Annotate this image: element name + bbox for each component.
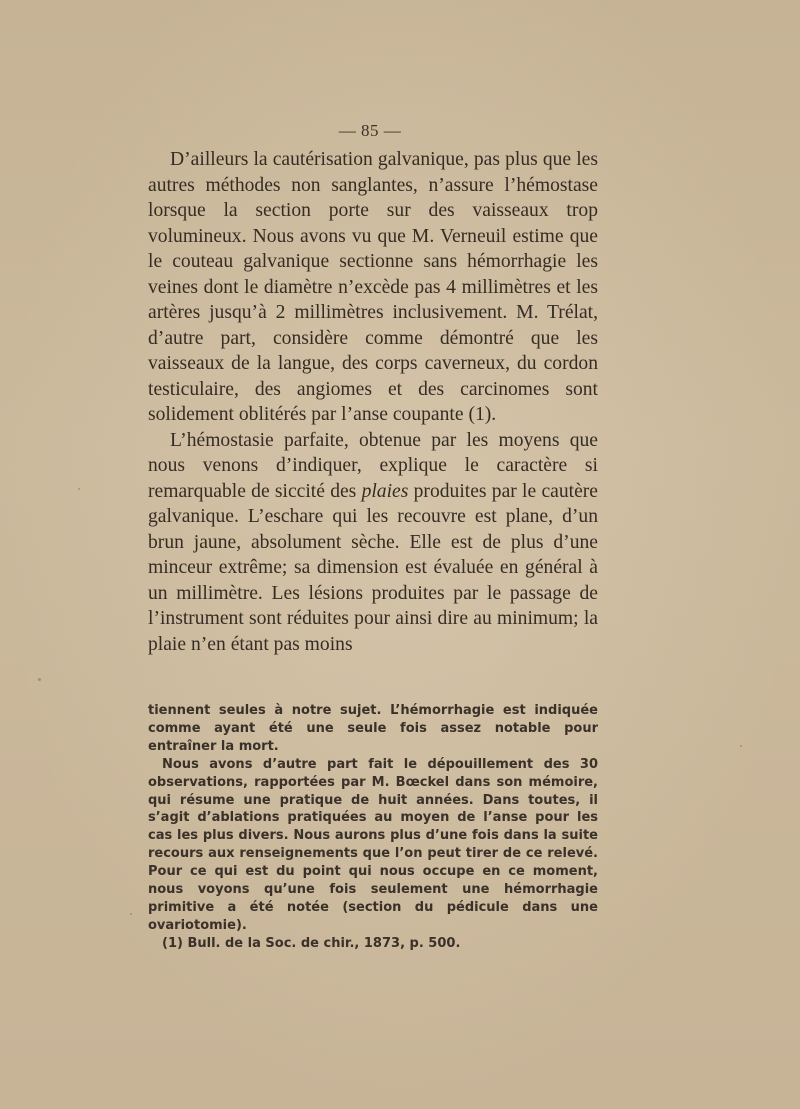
paragraph-2-text-start: L’hémostasie parfaite, obtenue par les moyens que nous venons d’indiquer, explique le caractère si remarquable de siccité des — [148, 429, 598, 502]
footnote-continuation: tiennent seules à notre sujet. L’hémorrhagie est indiquée comme ayant été une seule fois assez notable pour entraîner la mort. — [148, 703, 598, 754]
paragraph-2-text-end: produites par le cautère galvanique. L’eschare qui les recouvre est plane, d’un brun jaune, absolument sèche. Elle est de plus d’une minceur extrême; sa dimension est évaluée en général à un millimètre. Les lésions produites par le passage de l’instrument sont réduites pour ainsi dire au minimum; la plaie n’en étant pas moins — [148, 480, 598, 655]
paper-speck — [38, 678, 41, 681]
paper-speck — [78, 488, 80, 490]
paper-speck — [130, 913, 132, 915]
paragraph-2 — [148, 428, 598, 658]
paper-speck — [740, 745, 742, 747]
page-number: — 85 — — [338, 121, 402, 140]
footnotes — [148, 702, 598, 953]
footnote-paragraph: Nous avons d’autre part fait le dépouillement des 30 observations, rapportées par M. Bœckel dans son mémoire, qui résume une pratique de huit années. Dans toutes, il s’agit d’ablations pratiquées au moyen de l’anse pour les cas les plus divers. Nous aurons plus d’une fois dans la suite recours aux renseignements que l’on peut tirer de ce relevé. Pour ce qui est du point qui nous occupe en ce moment, nous voyons qu’une fois seulement une hémorrhagie primitive a été notée (section du pédicule dans une ovariotomie). — [148, 756, 598, 933]
main-text — [148, 147, 598, 657]
paragraph-1: D’ailleurs la cautérisation galvanique, pas plus que les autres méthodes non sanglantes, n’assure l’hémostase lorsque la section porte sur des vaisseaux trop volumineux. Nous avons vu que M. Verneuil estime que le couteau galvanique sectionne sans hémorrhagie les veines dont le diamètre n’excède pas 4 millimètres et les artères jusqu’à 2 millimètres inclusivement. M. Trélat, d’autre part, considère comme démontré que les vaisseaux de la langue, des corps caverneux, du cordon testiculaire, des angiomes et des carcinomes sont solidement oblitérés par l’anse coupante (1). — [148, 149, 598, 425]
footnote-reference: (1) Bull. de la Soc. de chir., 1873, p. 500. — [162, 935, 461, 951]
paragraph-2-italic-word: plaies — [361, 480, 409, 502]
